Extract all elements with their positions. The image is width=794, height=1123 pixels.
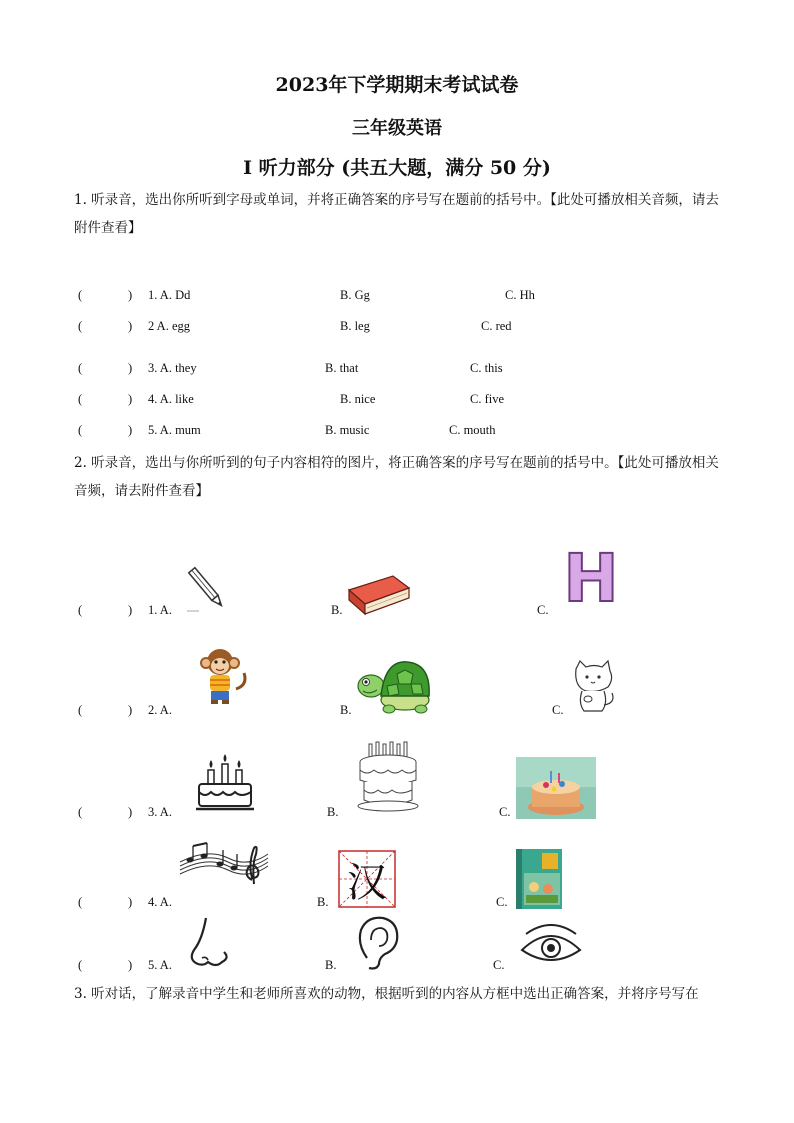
q1-instruction: 1. 听录音，选出你所听到字母或单词，并将正确答案的序号写在题前的括号中。【此处可播放相关音频，请去附件查看】 (74, 192, 719, 236)
q2-item-1-a: 1. A. (148, 603, 172, 617)
q2-item-3-c: C. (499, 805, 511, 819)
answer-paren-open[interactable]: ( (78, 288, 83, 302)
answer-paren-close: ) (128, 423, 133, 437)
q1-item-4-b: B. nice (340, 392, 376, 406)
answer-paren-close: ) (128, 703, 133, 717)
section-title: I 听力部分 (共五大题，满分 50 分) (243, 157, 551, 179)
answer-paren-close: ) (128, 895, 133, 909)
q1-item-5-a: 5. A. mum (148, 423, 201, 437)
answer-paren-close: ) (128, 603, 133, 617)
monkey-icon[interactable] (190, 645, 250, 705)
answer-paren-open[interactable]: ( (78, 603, 83, 617)
turtle-icon[interactable] (353, 656, 435, 716)
answer-paren-open[interactable]: ( (78, 361, 83, 375)
exam-title: 2023年下学期期末考试试卷 (275, 74, 519, 96)
q2-item-2-c: C. (552, 703, 564, 717)
q2-item-4-a: 4. A. (148, 895, 172, 909)
answer-paren-close: ) (128, 958, 133, 972)
q2-item-2-b: B. (340, 703, 352, 717)
chinese-character-icon[interactable] (338, 850, 396, 908)
han-character: 汉 (347, 860, 387, 906)
nose-icon[interactable] (188, 916, 236, 972)
q2-item-2-a: 2. A. (148, 703, 172, 717)
ear-icon[interactable] (355, 914, 403, 972)
book-icon[interactable] (345, 572, 413, 616)
q1-item-1-b: B. Gg (340, 288, 370, 302)
answer-paren-open[interactable]: ( (78, 423, 83, 437)
q3-instruction: 3. 听对话，了解录音中学生和老师所喜欢的动物，根据听到的内容从方框中选出正确答案，并将序号写在 (74, 986, 699, 1002)
q1-item-3-c: C. this (470, 361, 503, 375)
q1-item-5-c: C. mouth (449, 423, 496, 437)
answer-paren-open[interactable]: ( (78, 805, 83, 819)
q2-item-4-b: B. (317, 895, 329, 909)
answer-paren-open[interactable]: ( (78, 895, 83, 909)
cake-photo-icon[interactable] (516, 757, 596, 819)
q1-item-2-a: 2 A. egg (148, 319, 191, 333)
answer-paren-open[interactable]: ( (78, 958, 83, 972)
q2-item-5-b: B. (325, 958, 337, 972)
q2-item-4-c: C. (496, 895, 508, 909)
birthday-cake-icon[interactable] (355, 740, 421, 812)
q1-item-5-b: B. music (325, 423, 370, 437)
answer-paren-close: ) (128, 288, 133, 302)
letter-h-glyph: H (563, 543, 619, 609)
q1-item-3-a: 3. A. they (148, 361, 197, 375)
pencil-icon[interactable] (183, 562, 233, 614)
answer-paren-open[interactable]: ( (78, 392, 83, 406)
q2-item-5-a: 5. A. (148, 958, 172, 972)
answer-paren-close: ) (128, 361, 133, 375)
answer-paren-close: ) (128, 319, 133, 333)
q1-item-2-c: C. red (481, 319, 512, 333)
q1-item-4-a: 4. A. like (148, 392, 194, 406)
q1-item-1-a: 1. A. Dd (148, 288, 191, 302)
q2-item-3-a: 3. A. (148, 805, 172, 819)
answer-paren-open[interactable]: ( (78, 319, 83, 333)
answer-paren-close: ) (128, 805, 133, 819)
q1-item-4-c: C. five (470, 392, 505, 406)
q2-item-1-b: B. (331, 603, 343, 617)
answer-paren-open[interactable]: ( (78, 703, 83, 717)
music-notes-icon[interactable] (178, 840, 270, 888)
exam-subtitle: 三年级英语 (352, 118, 442, 139)
q1-item-3-b: B. that (325, 361, 359, 375)
textbook-icon[interactable] (514, 849, 564, 909)
letter-h-icon[interactable] (562, 543, 620, 609)
q2-item-1-c: C. (537, 603, 549, 617)
cake-icon[interactable] (194, 754, 256, 812)
answer-paren-close: ) (128, 392, 133, 406)
eye-icon[interactable] (520, 924, 582, 968)
cat-icon[interactable] (568, 659, 620, 715)
q1-item-2-b: B. leg (340, 319, 370, 333)
q2-instruction: 2. 听录音，选出与你所听到的句子内容相符的图片，将正确答案的序号写在题前的括号中。【此处可播放相关音频，请去附件查看】 (74, 455, 719, 499)
q2-item-5-c: C. (493, 958, 505, 972)
q1-item-1-c: C. Hh (505, 288, 535, 302)
q2-item-3-b: B. (327, 805, 339, 819)
